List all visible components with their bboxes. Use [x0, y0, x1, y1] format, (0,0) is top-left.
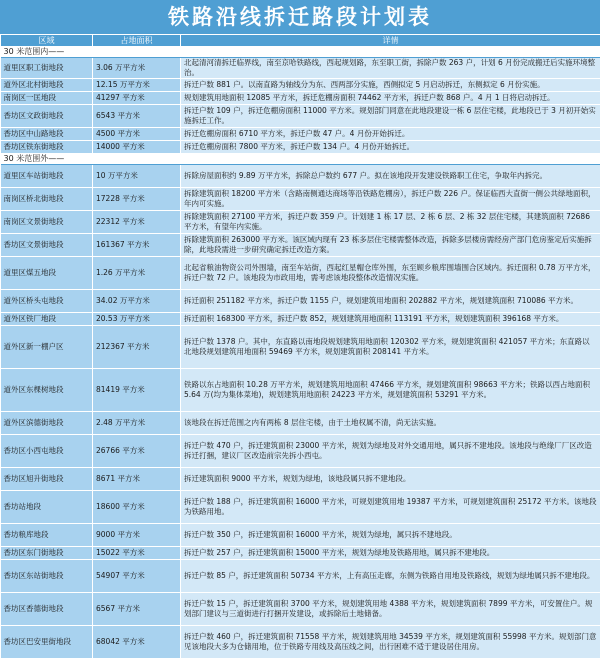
table-row [1, 626, 600, 659]
table-row [1, 369, 600, 412]
table-row [1, 211, 600, 234]
area-name-cell: 南岗区一匡地段 [1, 92, 93, 105]
page-title: 铁路沿线拆迁路段计划表 [0, 0, 600, 34]
table-row [1, 165, 600, 188]
area-name-cell: 道里区职工街地段 [1, 58, 93, 79]
section-row [1, 47, 600, 58]
table-row [1, 188, 600, 211]
area-size-cell: 68042 平方米 [93, 626, 181, 659]
table-header-row [1, 35, 600, 47]
area-name-cell: 香坊区中山路地段 [1, 128, 93, 141]
area-size-cell: 15022 平方米 [93, 547, 181, 560]
area-name-cell: 香坊区东门街地段 [1, 547, 93, 560]
header-size: 占地面积 [93, 35, 181, 47]
detail-cell: 拆迁户数 350 户，拆迁建筑面积 16000 平方米，规划为绿地，属只拆不建地段。 [181, 524, 600, 547]
table-row [1, 257, 600, 290]
table-row [1, 79, 600, 92]
table-row [1, 560, 600, 593]
area-name-cell: 道外区新一棚户区 [1, 326, 93, 369]
area-name-cell: 道外区桥头屯地段 [1, 290, 93, 313]
detail-cell: 拆迁户数 15 户，拆迁建筑面积 3700 平方米，规划建筑用地 4388 平方米，规划建筑面积 7899 平方米，可安置住户。规划部门建议与三道街进行打捆开发建设，或拆除后土地储备。 [181, 593, 600, 626]
detail-cell: 拆迁建筑面积 9000 平方米，规划为绿地，该地段属只拆不建地段。 [181, 468, 600, 491]
detail-cell: 铁路以东占地面积 10.28 万平方米，规划建筑用地面积 47466 平方米，规划建筑面积 98663 平方米；铁路以西占地面积 5.64 万(均为集体菜地)，规划建筑用地面积 24223 平方米，规划建筑面积 53291 平方米。 [181, 369, 600, 412]
header-area: 区域 [1, 35, 93, 47]
detail-cell: 拆迁户数 257 户，拆迁建筑面积 15000 平方米，规划为绿地及铁路用地，属只拆不建地段。 [181, 547, 600, 560]
area-size-cell: 6567 平方米 [93, 593, 181, 626]
table-row [1, 92, 600, 105]
area-name-cell: 道里区煤五地段 [1, 257, 93, 290]
area-name-cell: 香坊区文政街地段 [1, 105, 93, 128]
area-size-cell: 12.15 万平方米 [93, 79, 181, 92]
header-detail: 详情 [181, 35, 600, 47]
area-size-cell: 4500 平方米 [93, 128, 181, 141]
area-name-cell: 南岗区文景街地段 [1, 211, 93, 234]
detail-cell: 该地段在拆迁范围之内有两栋 8 层住宅楼，由于土地权属不清，尚无法实施。 [181, 412, 600, 435]
area-name-cell: 香坊区旭升街地段 [1, 468, 93, 491]
section-row [1, 154, 600, 165]
area-size-cell: 81419 平方米 [93, 369, 181, 412]
table-row [1, 412, 600, 435]
table-row [1, 234, 600, 257]
table-row [1, 468, 600, 491]
area-size-cell: 8671 平方米 [93, 468, 181, 491]
table-row [1, 105, 600, 128]
detail-cell: 拆迁户数 188 户，拆迁建筑面积 16000 平方米，可规划建筑用地 19387 平方米，可规划建筑面积 25172 平方米。该地段为铁路用地。 [181, 491, 600, 524]
table-row [1, 313, 600, 326]
table-row [1, 435, 600, 468]
area-name-cell: 香坊粮库地段 [1, 524, 93, 547]
table-row [1, 547, 600, 560]
detail-cell: 拆迁户数 1378 户。其中，东直路以南地段规划建筑用地面积 120302 平方米，规划建筑面积 421057 平方米；东直路以北地段规划建筑用地面积 59469 平方米，规划建筑面积 208141 平方米。 [181, 326, 600, 369]
area-size-cell: 18600 平方米 [93, 491, 181, 524]
detail-cell: 北起清河清拆迁临界线，南至京哈铁路线，西起规划路，东至职工街，拆除户数 263 户，计划 6 月份完成搬迁后实施环境整治。 [181, 58, 600, 79]
detail-cell: 拆除建筑面积 18200 平方米（含路南侧通达商场等沿铁路危棚房），拆迁户数 226 户。保证临西大直街一侧公共绿地面积，年内可实施。 [181, 188, 600, 211]
detail-cell: 拆除房屋面积约 9.89 万平方米，拆除总户数约 677 户。拟在该地段开发建设铁路职工住宅，争取年内拆完。 [181, 165, 600, 188]
detail-cell: 拆除建筑面积 27100 平方米，拆迁户数 359 户。计划建 1 栋 17 层、2 栋 6 层、2 栋 32 层住宅楼，其建筑面积 72686 平方米，有望年内实施。 [181, 211, 600, 234]
area-size-cell: 10 万平方米 [93, 165, 181, 188]
table-row [1, 128, 600, 141]
detail-cell: 拆迁户数 85 户，拆迁建筑面积 50734 平方米，上有高压走廊，东侧为铁路自用地及铁路线，规划为绿地属只拆不建地段。 [181, 560, 600, 593]
area-size-cell: 17228 平方米 [93, 188, 181, 211]
detail-cell: 拆迁面积 251182 平方米，拆迁户数 1155 户，规划建筑用地面积 202882 平方米，规划建筑面积 710086 平方米。 [181, 290, 600, 313]
area-size-cell: 6543 平方米 [93, 105, 181, 128]
area-name-cell: 道外区铁厂地段 [1, 313, 93, 326]
detail-cell: 规划建筑用地面积 12085 平方米，拆迁危棚房面积 74462 平方米，拆迁户数 868 户。4 月 1 日将启动拆迁。 [181, 92, 600, 105]
table-row [1, 141, 600, 154]
table-row [1, 290, 600, 313]
area-size-cell: 26766 平方米 [93, 435, 181, 468]
area-size-cell: 41297 平方米 [93, 92, 181, 105]
area-size-cell: 1.26 万平方米 [93, 257, 181, 290]
area-size-cell: 22312 平方米 [93, 211, 181, 234]
area-size-cell: 20.53 万平方米 [93, 313, 181, 326]
area-size-cell: 161367 平方米 [93, 234, 181, 257]
area-name-cell: 道外区东棵树地段 [1, 369, 93, 412]
area-name-cell: 香坊区东站街地段 [1, 560, 93, 593]
table-row [1, 491, 600, 524]
area-size-cell: 212367 平方米 [93, 326, 181, 369]
detail-cell: 拆迁户数 109 户，拆迁危棚房面积 11000 平方米。规划部门同意在此地段建设一栋 6 层住宅楼，此地段已于 3 月初开始实施拆迁工作。 [181, 105, 600, 128]
area-name-cell: 道外区滨德街地段 [1, 412, 93, 435]
detail-cell: 北起省粮油物资公司外围墙，南至车站街，西起红星帽仓库外围，东至顾乡粮库围墙围合区域内。拆迁面积 0.78 万平方米，拆迁户数 72 户。该地段为市政用地，需考虑该地段整体改造情况实施。 [181, 257, 600, 290]
area-size-cell: 54907 平方米 [93, 560, 181, 593]
area-size-cell: 3.06 万平方米 [93, 58, 181, 79]
table-row [1, 524, 600, 547]
area-size-cell: 9000 平方米 [93, 524, 181, 547]
area-name-cell: 道外区北村街地段 [1, 79, 93, 92]
area-name-cell: 香坊站地段 [1, 491, 93, 524]
table-body [1, 47, 600, 659]
area-name-cell: 香坊区文景街地段 [1, 234, 93, 257]
area-size-cell: 34.02 万平方米 [93, 290, 181, 313]
detail-cell: 拆迁户数 470 户，拆迁建筑面积 23000 平方米，规划为绿地及对外交通用地，属只拆不建地段。该地段与绝缘厂厂区改造拆迁打捆，建议厂区改造前宗先拆小西屯。 [181, 435, 600, 468]
area-name-cell: 道里区车站街地段 [1, 165, 93, 188]
detail-cell: 拆除建筑面积 263000 平方米。该区域内现有 23 栋多层住宅楼需整体改造，拆除多层楼房需经房产部门危房鉴定后实施拆除，此地段需进一步研究确定拆迁改造方案。 [181, 234, 600, 257]
plan-table [0, 34, 600, 659]
section-label: 30 米范围外—— [1, 154, 600, 165]
area-size-cell: 14000 平方米 [93, 141, 181, 154]
area-size-cell: 2.48 万平方米 [93, 412, 181, 435]
table-row [1, 326, 600, 369]
area-name-cell: 香坊区铁东街地段 [1, 141, 93, 154]
detail-cell: 拆迁面积 168300 平方米，拆迁户数 852，规划建筑用地面积 113191 平方米，规划建筑面积 396168 平方米。 [181, 313, 600, 326]
detail-cell: 拆迁危棚房面积 7800 平方米，拆迁户数 134 户。4 月份开始拆迁。 [181, 141, 600, 154]
area-name-cell: 香坊区巴安里街地段 [1, 626, 93, 659]
detail-cell: 拆迁户数 881 户。以南直路为轴线分为东、西两部分实施，西侧拟定 5 月启动拆迁，东侧拟定 6 月份实施。 [181, 79, 600, 92]
area-name-cell: 南岗区桥北街地段 [1, 188, 93, 211]
section-label: 30 米范围内—— [1, 47, 600, 58]
area-name-cell: 香坊区小西屯地段 [1, 435, 93, 468]
area-name-cell: 香坊区香德街地段 [1, 593, 93, 626]
table-row [1, 58, 600, 79]
detail-cell: 拆迁危棚房面积 6710 平方米，拆迁户数 47 户。4 月份开始拆迁。 [181, 128, 600, 141]
table-row [1, 593, 600, 626]
detail-cell: 拆迁户数 460 户，拆迁建筑面积 71558 平方米，规划建筑用地 34539 平方米，规划建筑面积 55998 平方米。规划部门意见该地段大多为仓储用地，位于铁路专用线及高压线之间，出行困难不适于建设居住用房。 [181, 626, 600, 659]
